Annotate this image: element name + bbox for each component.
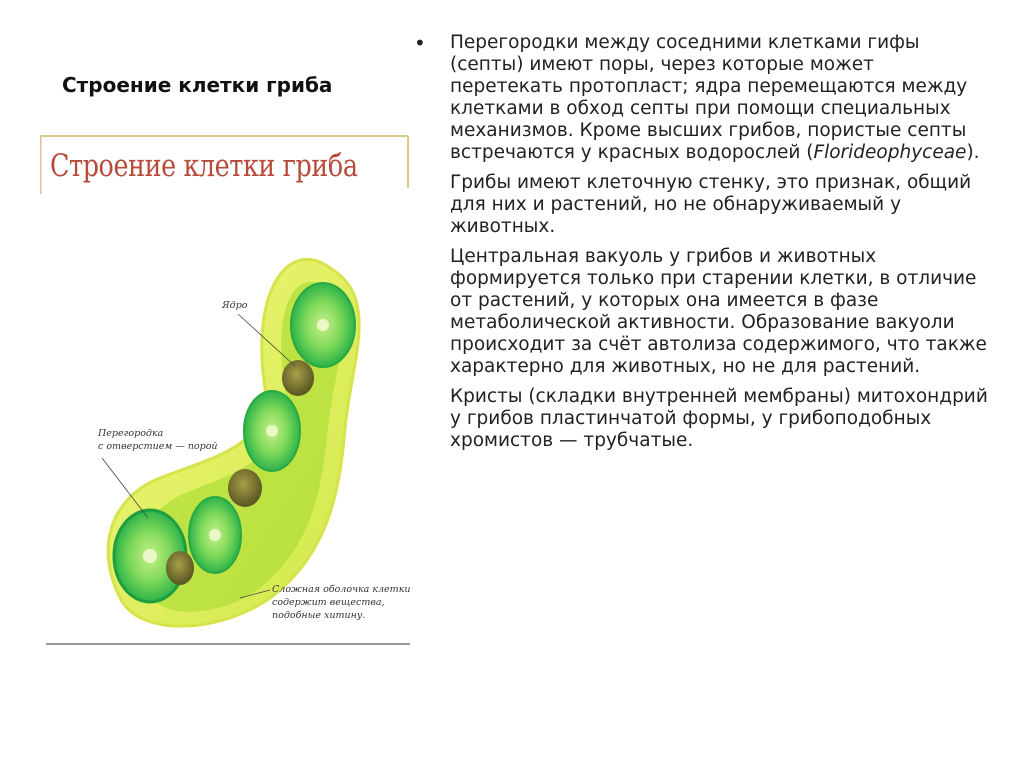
paragraph-septa-end: ).: [966, 142, 980, 163]
text-column: [412, 32, 992, 460]
bullet-mark: •: [414, 31, 426, 55]
septum-pore-2: [266, 425, 278, 437]
paragraph-vacuole-text: Центральная вакуоль у грибов и животных формируется только при старении клетки, в отличие от растений, у которых она имеется в фазе метаболической активности. Образование вакуоли происходит за счёт автолиза содержимого, что также характерно для животных, но не для растений.: [450, 246, 987, 377]
label-wall-line2: содержит вещества,: [272, 596, 385, 608]
septum-pore-3: [209, 529, 221, 541]
paragraph-septa-latin: Florideophyceae: [813, 142, 967, 163]
label-wall-line1: Сложная оболочка клетки: [272, 584, 411, 595]
paragraph-cell-wall: [412, 172, 992, 238]
septum-pore-1: [317, 319, 329, 331]
hypha-illustration: [40, 128, 412, 650]
nucleus-2: [228, 469, 262, 507]
paragraph-septa-text: Перегородки между соседними клетками гифы (септы) имеют поры, через которые может перетекать протопласт; ядра перемещаются между клетками в обход септы при помощи специальных механизмов. Кроме высших грибов, пористые септы встречаются у красных водорослей (: [450, 32, 968, 163]
label-septum-line2: с отверстием — порой: [98, 440, 218, 452]
paragraph-septa: [412, 32, 992, 164]
hypha-figure: [40, 128, 412, 650]
paragraph-vacuole: [412, 246, 992, 378]
label-septum-line1: Перегородка: [98, 428, 164, 439]
label-septum: [98, 428, 218, 454]
paragraph-cristae-text: Кристы (складки внутренней мембраны) митохондрий у грибов пластинчатой формы, у грибоподобных хромистов — трубчатые.: [450, 386, 988, 451]
label-nucleus: Ядро: [222, 300, 248, 311]
slide-title: Строение клетки гриба: [62, 73, 333, 97]
nucleus-3: [166, 551, 194, 585]
label-cell-wall: [272, 584, 410, 622]
paragraph-cell-wall-text: Грибы имеют клеточную стенку, это признак, общий для них и растений, но не обнаруживаемый у животных.: [450, 172, 972, 237]
paragraph-cristae: [412, 386, 992, 452]
septum-pore-front: [143, 549, 157, 563]
nucleus-1: [282, 360, 314, 396]
figure-title: Строение клетки гриба: [50, 148, 358, 184]
label-wall-line3: подобные хитину.: [272, 609, 366, 621]
